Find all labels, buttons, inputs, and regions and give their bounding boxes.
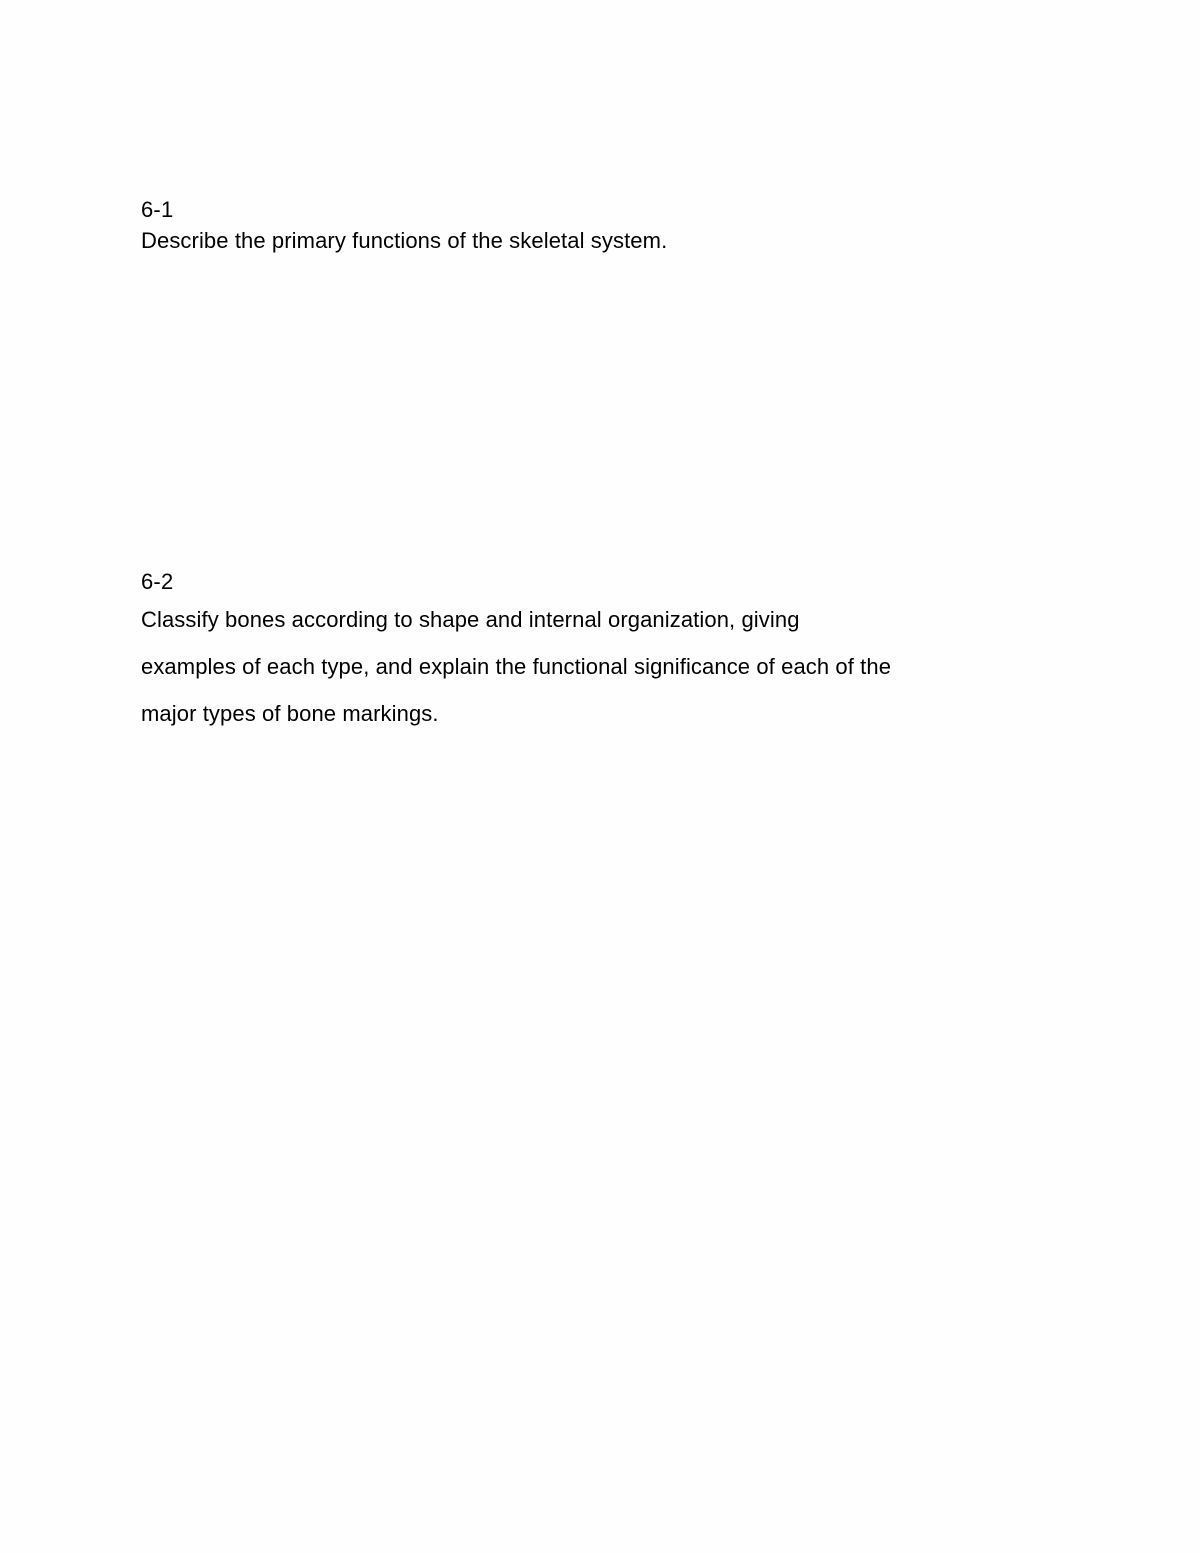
learning-objective-6-1 [141, 196, 1041, 258]
objective-number: 6-1 [141, 197, 174, 222]
objective-text: Describe the primary functions of the skeletal system. [141, 228, 668, 253]
learning-objective-6-2 [141, 568, 1041, 737]
objective-text-line: major types of bone markings. [141, 701, 439, 726]
objective-number: 6-2 [141, 569, 174, 594]
objective-text-line: examples of each type, and explain the functional significance of each of the [141, 654, 892, 679]
objective-text-line: Classify bones according to shape and internal organization, giving [141, 607, 800, 632]
